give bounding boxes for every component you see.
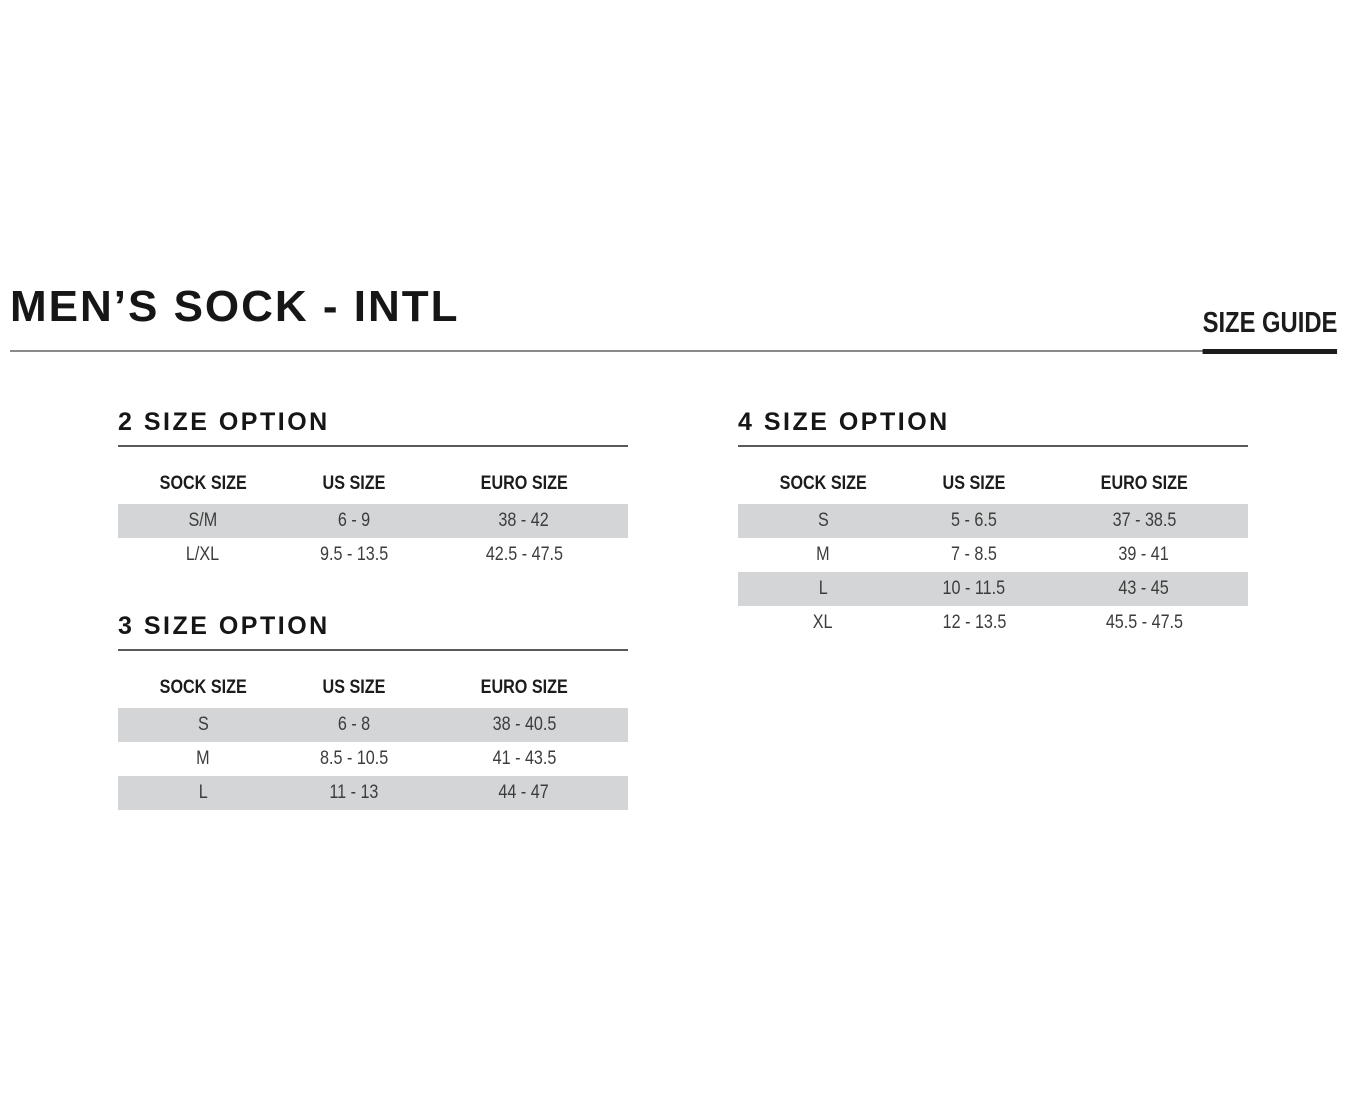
section-2-size-option xyxy=(118,408,628,572)
cell-euro-size: 42.5 - 47.5 xyxy=(485,544,563,565)
table-row xyxy=(738,572,1248,606)
table-row xyxy=(738,606,1248,640)
section-divider xyxy=(118,445,628,447)
col-header-us-size: US SIZE xyxy=(322,473,386,494)
col-header-sock-size: SOCK SIZE xyxy=(159,473,247,494)
table-row xyxy=(118,776,628,810)
cell-us-size: 5 - 6.5 xyxy=(951,510,997,531)
table-header-row xyxy=(118,464,628,504)
cell-sock-size: M xyxy=(816,544,830,565)
cell-sock-size: S xyxy=(197,714,209,735)
cell-euro-size: 39 - 41 xyxy=(1118,544,1170,565)
table-row xyxy=(738,538,1248,572)
section-divider xyxy=(118,649,628,651)
size-table-3-option xyxy=(118,668,628,810)
col-header-euro-size: EURO SIZE xyxy=(1100,473,1188,494)
cell-sock-size: L xyxy=(818,578,828,599)
section-heading: 2 SIZE OPTION xyxy=(118,408,330,436)
cell-sock-size: M xyxy=(196,748,210,769)
cell-us-size: 9.5 - 13.5 xyxy=(319,544,389,565)
table-header-row xyxy=(118,668,628,708)
table-row xyxy=(118,538,628,572)
cell-us-size: 7 - 8.5 xyxy=(951,544,997,565)
cell-euro-size: 38 - 40.5 xyxy=(492,714,556,735)
col-header-sock-size: SOCK SIZE xyxy=(159,677,247,698)
cell-euro-size: 43 - 45 xyxy=(1118,578,1170,599)
cell-us-size: 12 - 13.5 xyxy=(942,612,1006,633)
cell-sock-size: S xyxy=(817,510,829,531)
page-title: MEN’S SOCK - INTL xyxy=(10,282,460,331)
col-header-euro-size: EURO SIZE xyxy=(480,473,568,494)
cell-euro-size: 41 - 43.5 xyxy=(492,748,556,769)
section-heading: 3 SIZE OPTION xyxy=(118,612,330,640)
size-table-4-option xyxy=(738,464,1248,640)
section-heading: 4 SIZE OPTION xyxy=(738,408,950,436)
cell-sock-size: S/M xyxy=(188,510,218,531)
table-row xyxy=(118,742,628,776)
section-divider xyxy=(738,445,1248,447)
table-row xyxy=(738,504,1248,538)
table-header-row xyxy=(738,464,1248,504)
cell-us-size: 8.5 - 10.5 xyxy=(319,748,389,769)
section-4-size-option xyxy=(738,408,1248,640)
col-header-us-size: US SIZE xyxy=(322,677,386,698)
table-row xyxy=(118,708,628,742)
header-divider xyxy=(10,350,1337,352)
cell-us-size: 6 - 9 xyxy=(337,510,371,531)
cell-us-size: 11 - 13 xyxy=(329,782,379,803)
cell-sock-size: L/XL xyxy=(186,544,220,565)
cell-sock-size: XL xyxy=(813,612,833,633)
cell-euro-size: 37 - 38.5 xyxy=(1112,510,1176,531)
table-row xyxy=(118,504,628,538)
size-guide-label: SIZE GUIDE xyxy=(1202,305,1337,354)
size-table-2-option xyxy=(118,464,628,572)
section-3-size-option xyxy=(118,612,628,810)
cell-euro-size: 38 - 42 xyxy=(498,510,550,531)
cell-euro-size: 44 - 47 xyxy=(498,782,550,803)
cell-euro-size: 45.5 - 47.5 xyxy=(1105,612,1183,633)
cell-us-size: 6 - 8 xyxy=(337,714,371,735)
col-header-us-size: US SIZE xyxy=(942,473,1006,494)
cell-sock-size: L xyxy=(198,782,208,803)
cell-us-size: 10 - 11.5 xyxy=(942,578,1006,599)
col-header-euro-size: EURO SIZE xyxy=(480,677,568,698)
col-header-sock-size: SOCK SIZE xyxy=(779,473,867,494)
